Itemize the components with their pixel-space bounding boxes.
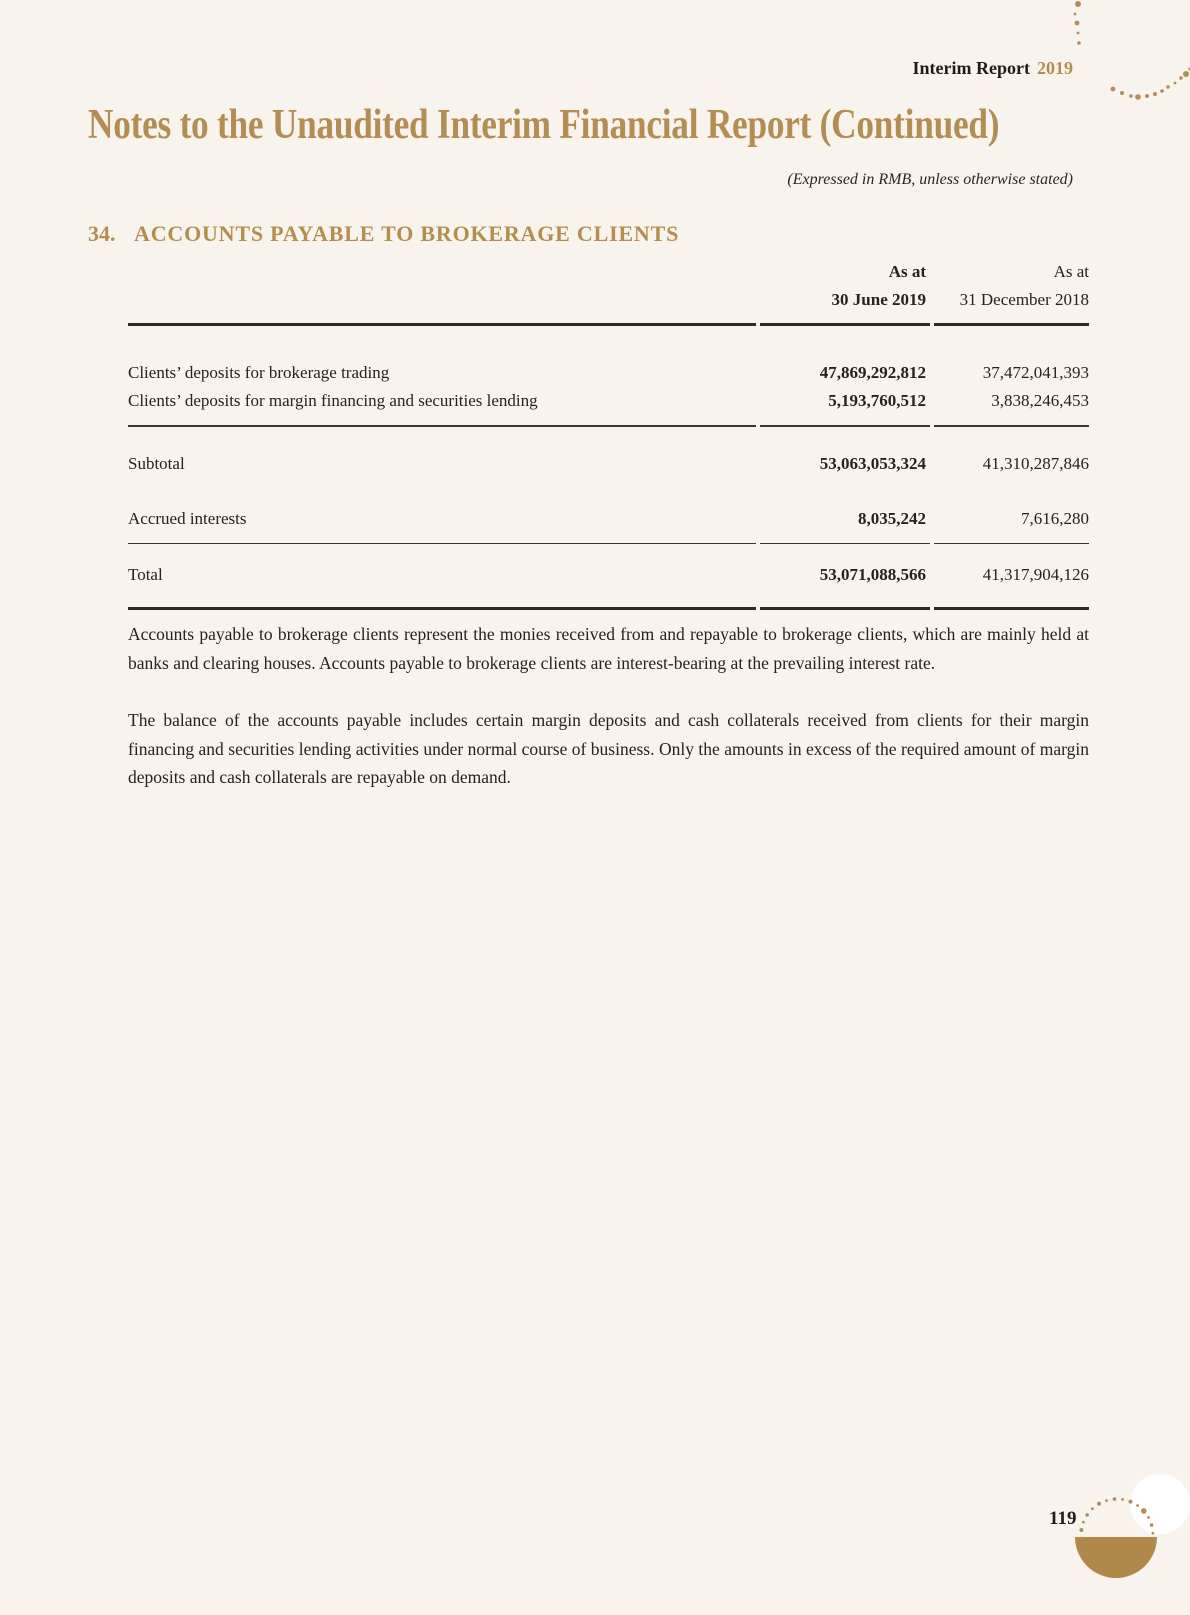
report-year: 2019 [1037, 58, 1073, 78]
circle-ornament-bottom [1070, 1465, 1190, 1615]
row-label: Accrued interests [128, 508, 247, 528]
row-label: Clients’ deposits for brokerage trading [128, 363, 390, 382]
row-value-jun2019: 47,869,292,812 [819, 363, 926, 382]
page-title: Notes to the Unaudited Interim Financial Report (Continued) [88, 102, 1000, 148]
col-header-asat-2019: As at [888, 262, 926, 281]
row-label: Total [128, 565, 163, 584]
section-number: 34. [88, 221, 116, 246]
page-number: 119 [1049, 1508, 1077, 1529]
financial-table [128, 258, 1089, 610]
table-row-total [128, 565, 1089, 584]
row-value-dec2018: 3,838,246,453 [991, 391, 1089, 410]
table-row-margin-financing [128, 391, 1089, 410]
row-value-jun2019: 53,071,088,566 [819, 565, 926, 584]
row-label: Clients’ deposits for margin financing and securities lending [128, 391, 538, 410]
table-row-brokerage-trading [128, 363, 1089, 382]
table-header-row [128, 258, 1089, 286]
table-row-accrued-interests [128, 509, 1089, 528]
notes-section [128, 620, 1089, 792]
report-label: Interim Report [912, 58, 1030, 78]
table-rule-bottom [128, 607, 1089, 610]
report-header [913, 58, 1073, 79]
row-value-jun2019: 8,035,242 [858, 508, 926, 528]
col-header-date-2018: 31 December 2018 [959, 290, 1089, 309]
row-value-dec2018: 7,616,280 [1021, 508, 1089, 528]
table-rule-subtotal [128, 425, 1089, 427]
row-label: Subtotal [128, 453, 185, 473]
table-header-row [128, 286, 1089, 314]
col-header-asat-2018: As at [1053, 262, 1089, 281]
table-rule-total [128, 543, 1089, 545]
table-rule-header [128, 323, 1089, 326]
row-value-jun2019: 5,193,760,512 [828, 391, 926, 410]
dotted-arc-ornament-top [1020, 0, 1190, 105]
note-paragraph-1: Accounts payable to brokerage clients represent the monies received from and repayable to brokerage clients, which are mainly held at banks and clearing houses. Accounts payable to brokerage clients are interest-bearing at the prevailing interest rate. [128, 624, 1089, 673]
note-paragraph-2: The balance of the accounts payable includes certain margin deposits and cash collaterals received from clients for their margin financing and securities lending activities under normal course of business. Only the amounts in excess of the required amount of margin deposits and cash collaterals are repayable on demand. [128, 710, 1089, 787]
col-header-date-2019: 30 June 2019 [831, 290, 926, 309]
currency-note: (Expressed in RMB, unless otherwise stated) [787, 171, 1073, 188]
row-value-dec2018: 37,472,041,393 [982, 363, 1089, 382]
section-title: ACCOUNTS PAYABLE TO BROKERAGE CLIENTS [134, 221, 680, 246]
row-value-dec2018: 41,310,287,846 [982, 453, 1089, 473]
section-heading [88, 221, 679, 247]
row-value-jun2019: 53,063,053,324 [819, 453, 926, 473]
table-row-subtotal [128, 454, 1089, 473]
row-value-dec2018: 41,317,904,126 [982, 565, 1089, 584]
